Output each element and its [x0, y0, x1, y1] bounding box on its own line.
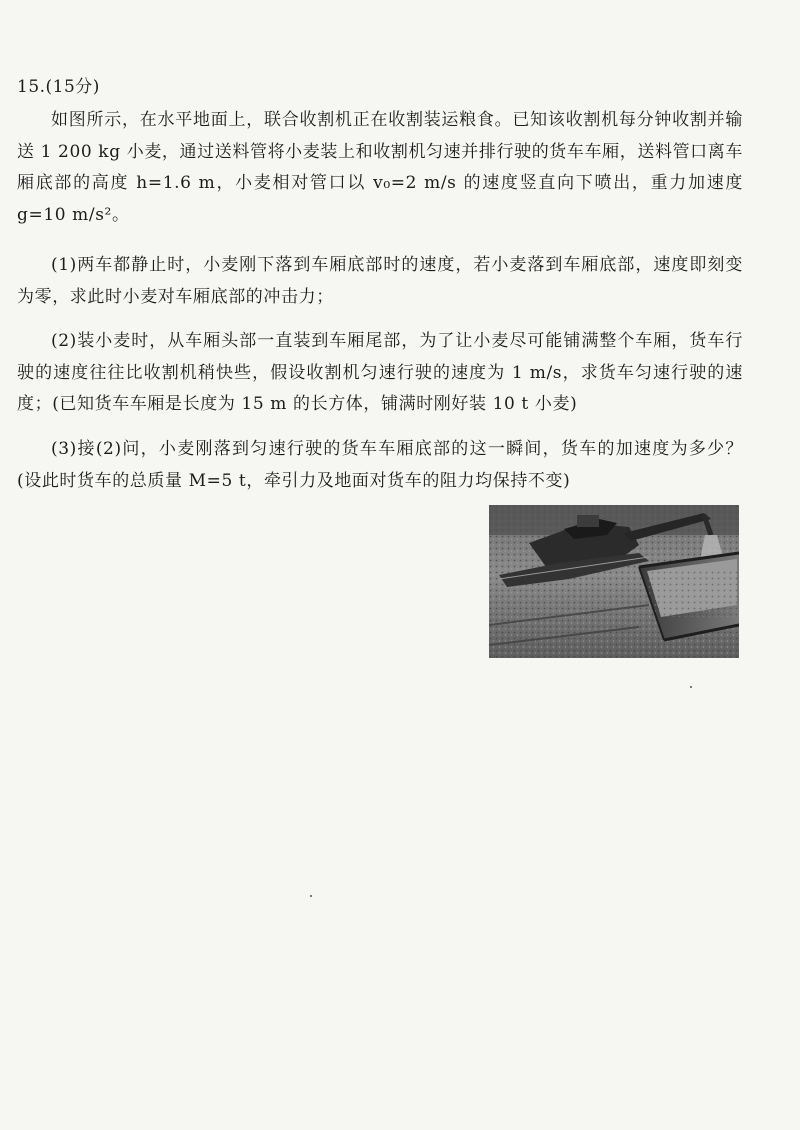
- problem-heading: 15.(15分): [17, 77, 100, 97]
- scan-speck: [310, 895, 312, 897]
- problem-intro: 如图所示，在水平地面上，联合收割机正在收割装运粮食。已知该收割机每分钟收割并输送 1 200 kg 小麦，通过送料管将小麦装上和收割机匀速并排行驶的货车车厢，送料管口离车厢底部的高度 h=1.6 m，小麦相对管口以 v₀=2 m/s 的速度竖直向下喷出，重力加速度 g=10 m/s²。: [17, 110, 743, 225]
- harvester-illustration: [489, 505, 739, 658]
- question-1: (1)两车都静止时，小麦刚下落到车厢底部时的速度，若小麦落到车厢底部，速度即刻变为零，求此时小麦对车厢底部的冲击力；: [17, 255, 743, 307]
- question-3: (3)接(2)问，小麦刚落到匀速行驶的货车车厢底部的这一瞬间，货车的加速度为多少？(设此时货车的总质量 M=5 t，牵引力及地面对货车的阻力均保持不变): [17, 439, 743, 491]
- combine-harvester-photo: [489, 505, 739, 658]
- scan-speck: [690, 686, 692, 688]
- question-2: (2)装小麦时，从车厢头部一直装到车厢尾部，为了让小麦尽可能铺满整个车厢，货车行驶的速度往往比收割机稍快些，假设收割机匀速行驶的速度为 1 m/s，求货车匀速行驶的速度；(已知货车车厢是长度为 15 m 的长方体，铺满时刚好装 10 t 小麦): [17, 331, 743, 414]
